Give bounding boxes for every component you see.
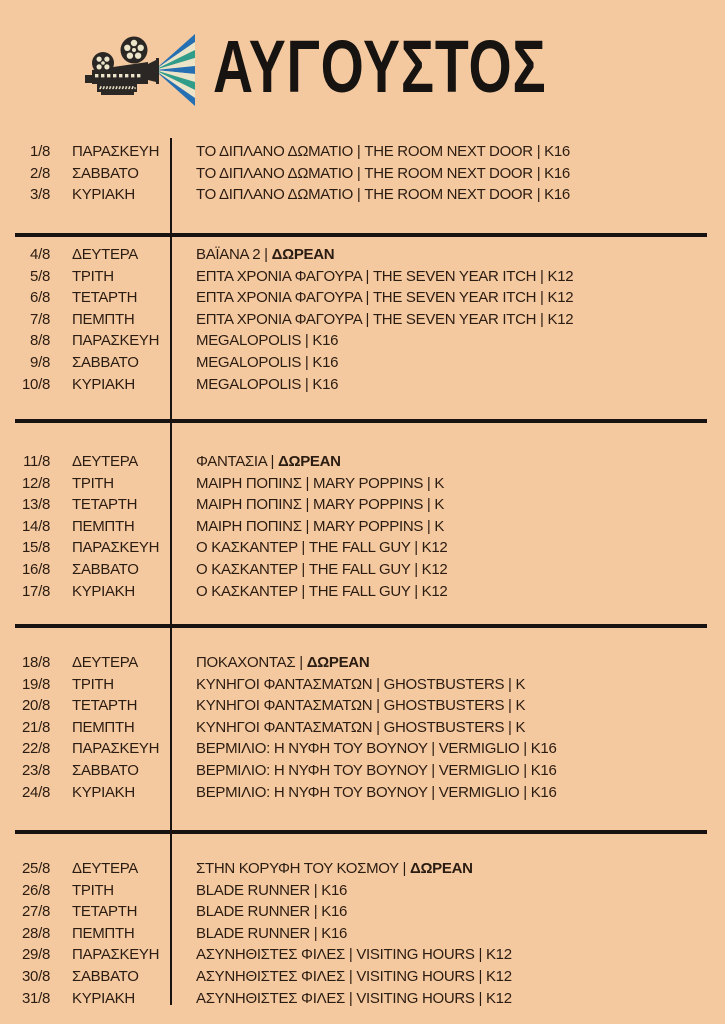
row-day: ΔΕΥΤΕΡΑ: [72, 246, 138, 263]
free-badge: ΔΩΡΕΑΝ: [306, 654, 370, 671]
row-date: 23/8: [22, 761, 50, 779]
schedule-row: [0, 944, 725, 966]
row-day: ΣΑΒΒΑΤΟ: [72, 164, 139, 182]
row-film: ΦΑΝΤΑΣΙΑ | ΔΩΡΕΑΝ: [196, 453, 341, 470]
row-film: ΕΠΤΑ ΧΡΟΝΙΑ ΦΑΓΟΥΡΑ | THE SEVEN YEAR ITCH | K12: [196, 310, 574, 328]
row-date: 22/8: [22, 740, 50, 758]
schedule-row: [0, 674, 725, 696]
row-film: ΑΣΥΝΗΘΙΣΤΕΣ ΦΙΛΕΣ | VISITING HOURS | K12: [196, 989, 512, 1007]
row-day: ΠΑΡΑΣΚΕΥΗ: [72, 539, 160, 557]
row-date: 9/8: [30, 353, 50, 371]
schedule-row: [0, 163, 725, 185]
schedule-row: [0, 988, 725, 1010]
week-separator-line: [15, 624, 707, 628]
schedule-row: [0, 559, 725, 581]
row-date: 6/8: [30, 289, 50, 307]
row-film: ΤΟ ΔΙΠΛΑΝΟ ΔΩΜΑΤΙΟ | THE ROOM NEXT DOOR | K16: [196, 164, 570, 182]
row-date: 21/8: [22, 718, 50, 736]
week-block-2: [0, 244, 725, 395]
row-day: ΠΕΜΠΤΗ: [72, 718, 135, 736]
page-title: ΑΥΓΟΥΣΤΟΣ: [213, 25, 547, 108]
row-date: 11/8: [23, 453, 50, 470]
schedule-row: [0, 695, 725, 717]
row-day: ΠΕΜΠΤΗ: [72, 517, 135, 535]
schedule-row: [0, 473, 725, 495]
row-day: ΠΕΜΠΤΗ: [72, 310, 135, 328]
row-film: BLADE RUNNER | K16: [196, 924, 348, 942]
schedule-row: [0, 717, 725, 739]
row-day: ΤΕΤΑΡΤΗ: [72, 697, 138, 715]
row-film: ΜΑΙΡΗ ΠΟΠΙΝΣ | MARY POPPINS | K: [196, 474, 445, 492]
row-film: BLADE RUNNER | K16: [196, 903, 348, 921]
schedule-row: [0, 923, 725, 945]
row-date: 13/8: [22, 496, 50, 514]
week-block-4: [0, 652, 725, 803]
row-date: 7/8: [30, 310, 50, 328]
row-date: 26/8: [22, 881, 50, 899]
row-film: ΑΣΥΝΗΘΙΣΤΕΣ ΦΙΛΕΣ | VISITING HOURS | K12: [196, 967, 512, 985]
row-film: ΒΕΡΜΙΛΙΟ: Η ΝΥΦΗ ΤΟΥ ΒΟΥΝΟΥ | VERMIGLIO | K16: [196, 761, 557, 779]
row-day: ΤΡΙΤΗ: [72, 474, 114, 492]
schedule-row: [0, 966, 725, 988]
schedule-row: [0, 652, 725, 674]
schedule-row: [0, 244, 725, 266]
row-date: 17/8: [22, 582, 50, 600]
row-film: ΤΟ ΔΙΠΛΑΝΟ ΔΩΜΑΤΙΟ | THE ROOM NEXT DOOR | K16: [196, 186, 570, 204]
free-badge: ΔΩΡΕΑΝ: [278, 453, 341, 470]
row-day: ΤΡΙΤΗ: [72, 267, 114, 285]
row-film: Ο ΚΑΣΚΑΝΤΕΡ | THE FALL GUY | K12: [196, 582, 448, 600]
row-film: ΜΑΙΡΗ ΠΟΠΙΝΣ | MARY POPPINS | K: [196, 496, 445, 514]
row-date: 31/8: [22, 989, 50, 1007]
schedule-row: [0, 738, 725, 760]
row-date: 28/8: [22, 924, 50, 942]
row-film: Ο ΚΑΣΚΑΝΤΕΡ | THE FALL GUY | K12: [196, 539, 448, 557]
row-date: 16/8: [22, 560, 50, 578]
row-date: 14/8: [22, 517, 50, 535]
row-film: ΚΥΝΗΓΟΙ ΦΑΝΤΑΣΜΑΤΩΝ | GHOSTBUSTERS | K: [196, 718, 526, 736]
row-date: 25/8: [22, 860, 50, 877]
schedule-row: [0, 374, 725, 396]
row-date: 10/8: [22, 375, 50, 393]
row-date: 24/8: [22, 783, 50, 801]
row-film: ΚΥΝΗΓΟΙ ΦΑΝΤΑΣΜΑΤΩΝ | GHOSTBUSTERS | K: [196, 697, 526, 715]
row-day: ΣΑΒΒΑΤΟ: [72, 761, 139, 779]
row-film: ΣΤΗΝ ΚΟΡΥΦΗ ΤΟΥ ΚΟΣΜΟΥ | ΔΩΡΕΑΝ: [196, 860, 473, 877]
row-day: ΔΕΥΤΕΡΑ: [72, 860, 138, 877]
week-separator-line: [15, 419, 707, 423]
schedule-row: [0, 330, 725, 352]
row-date: 20/8: [22, 697, 50, 715]
week-block-3: [0, 451, 725, 602]
row-day: ΤΕΤΑΡΤΗ: [72, 289, 138, 307]
row-day: ΚΥΡΙΑΚΗ: [72, 783, 135, 801]
row-film: MEGALOPOLIS | K16: [196, 353, 339, 371]
row-day: ΚΥΡΙΑΚΗ: [72, 989, 135, 1007]
row-film: ΒΕΡΜΙΛΙΟ: Η ΝΥΦΗ ΤΟΥ ΒΟΥΝΟΥ | VERMIGLIO | K16: [196, 783, 557, 801]
row-day: ΤΡΙΤΗ: [72, 675, 114, 693]
projector-body-icon: [85, 37, 159, 96]
row-film: ΜΑΙΡΗ ΠΟΠΙΝΣ | MARY POPPINS | K: [196, 517, 445, 535]
week-block-1: [0, 141, 725, 206]
row-date: 19/8: [22, 675, 50, 693]
row-day: ΠΑΡΑΣΚΕΥΗ: [72, 143, 160, 160]
schedule-row: [0, 141, 725, 163]
row-day: ΣΑΒΒΑΤΟ: [72, 353, 139, 371]
row-day: ΔΕΥΤΕΡΑ: [72, 654, 138, 671]
row-date: 27/8: [22, 903, 50, 921]
schedule-row: [0, 537, 725, 559]
film-projector-icon: [80, 20, 210, 120]
row-film: ΚΥΝΗΓΟΙ ΦΑΝΤΑΣΜΑΤΩΝ | GHOSTBUSTERS | K: [196, 675, 526, 693]
row-date: 3/8: [30, 186, 50, 204]
row-film: MEGALOPOLIS | K16: [196, 332, 339, 350]
row-day: ΠΑΡΑΣΚΕΥΗ: [72, 740, 160, 758]
row-film: Ο ΚΑΣΚΑΝΤΕΡ | THE FALL GUY | K12: [196, 560, 448, 578]
row-film: ΕΠΤΑ ΧΡΟΝΙΑ ΦΑΓΟΥΡΑ | THE SEVEN YEAR ITCH | K12: [196, 289, 574, 307]
row-date: 30/8: [22, 967, 50, 985]
row-film: ΤΟ ΔΙΠΛΑΝΟ ΔΩΜΑΤΙΟ | THE ROOM NEXT DOOR | K16: [196, 143, 570, 160]
schedule-row: [0, 287, 725, 309]
row-day: ΔΕΥΤΕΡΑ: [72, 453, 138, 470]
row-date: 1/8: [30, 143, 50, 160]
schedule-row: [0, 494, 725, 516]
schedule-row: [0, 516, 725, 538]
row-film: ΒΕΡΜΙΛΙΟ: Η ΝΥΦΗ ΤΟΥ ΒΟΥΝΟΥ | VERMIGLIO | K16: [196, 740, 557, 758]
schedule-row: [0, 184, 725, 206]
schedule-row: [0, 760, 725, 782]
schedule-row: [0, 782, 725, 804]
row-date: 15/8: [22, 539, 50, 557]
row-day: ΚΥΡΙΑΚΗ: [72, 186, 135, 204]
row-date: 2/8: [30, 164, 50, 182]
row-day: ΣΑΒΒΑΤΟ: [72, 560, 139, 578]
schedule-row: [0, 309, 725, 331]
schedule-row: [0, 352, 725, 374]
row-film: ΕΠΤΑ ΧΡΟΝΙΑ ΦΑΓΟΥΡΑ | THE SEVEN YEAR ITCH | K12: [196, 267, 574, 285]
row-date: 4/8: [30, 246, 50, 263]
row-day: ΣΑΒΒΑΤΟ: [72, 967, 139, 985]
row-date: 29/8: [22, 946, 50, 964]
row-film: MEGALOPOLIS | K16: [196, 375, 339, 393]
week-separator-line: [15, 830, 707, 834]
row-day: ΚΥΡΙΑΚΗ: [72, 375, 135, 393]
row-day: ΠΕΜΠΤΗ: [72, 924, 135, 942]
week-block-5: [0, 858, 725, 1009]
row-film: ΑΣΥΝΗΘΙΣΤΕΣ ΦΙΛΕΣ | VISITING HOURS | K12: [196, 946, 512, 964]
row-day: ΤΕΤΑΡΤΗ: [72, 903, 138, 921]
schedule-row: [0, 451, 725, 473]
week-separator-line: [15, 233, 707, 237]
row-film: ΒΑΪΑΝΑ 2 | ΔΩΡΕΑΝ: [196, 246, 335, 263]
schedule-row: [0, 858, 725, 880]
row-date: 12/8: [22, 474, 50, 492]
projector-beams-icon: [159, 34, 195, 106]
schedule-row: [0, 266, 725, 288]
row-film: BLADE RUNNER | K16: [196, 881, 348, 899]
row-day: ΠΑΡΑΣΚΕΥΗ: [72, 332, 160, 350]
free-badge: ΔΩΡΕΑΝ: [409, 860, 473, 877]
schedule-row: [0, 880, 725, 902]
row-date: 8/8: [30, 332, 50, 350]
row-day: ΠΑΡΑΣΚΕΥΗ: [72, 946, 160, 964]
free-badge: ΔΩΡΕΑΝ: [271, 246, 335, 263]
schedule-row: [0, 901, 725, 923]
schedule-row: [0, 581, 725, 603]
row-day: ΚΥΡΙΑΚΗ: [72, 582, 135, 600]
row-film: ΠΟΚΑΧΟΝΤΑΣ | ΔΩΡΕΑΝ: [196, 654, 370, 671]
row-date: 18/8: [22, 654, 50, 671]
row-day: ΤΡΙΤΗ: [72, 881, 114, 899]
row-day: ΤΕΤΑΡΤΗ: [72, 496, 138, 514]
row-date: 5/8: [30, 267, 50, 285]
